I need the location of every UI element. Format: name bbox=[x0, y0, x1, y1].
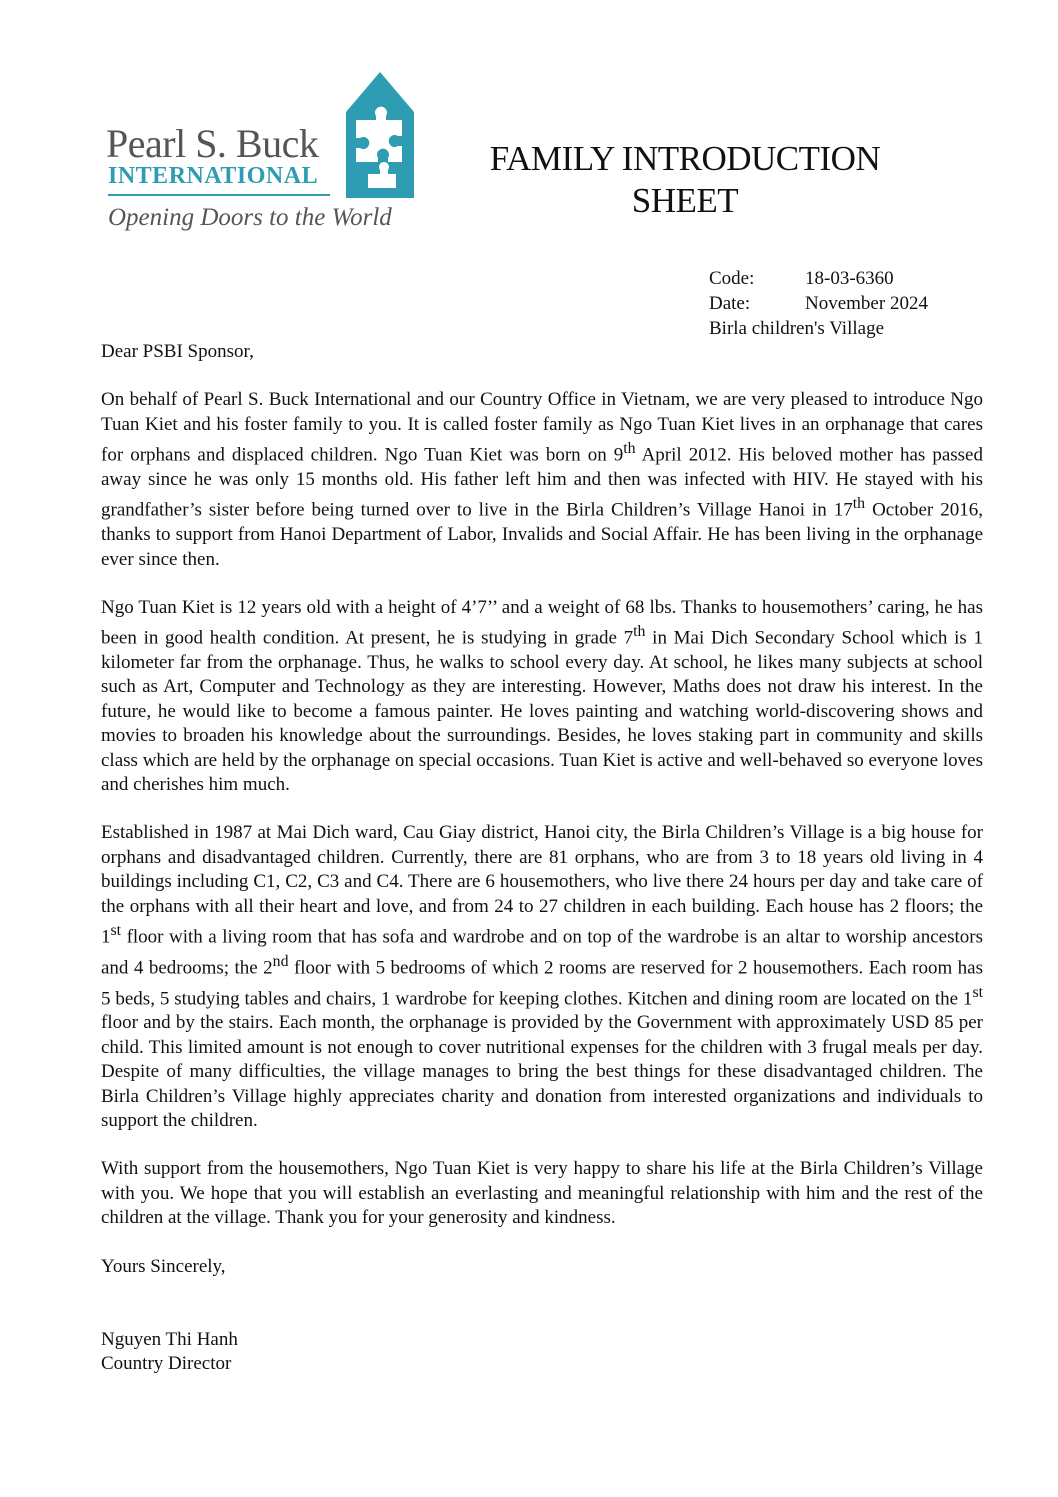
p1-superscript-2: th bbox=[852, 495, 866, 513]
puzzle-house-icon bbox=[346, 70, 414, 198]
document-title bbox=[440, 138, 930, 222]
meta-code-row bbox=[709, 266, 928, 291]
paragraph-introduction bbox=[101, 388, 983, 572]
title-line-1: FAMILY INTRODUCTION bbox=[489, 139, 881, 178]
signer-name: Nguyen Thi Hanh bbox=[101, 1328, 238, 1350]
logo-name: Pearl S. Buck bbox=[106, 121, 319, 166]
logo-subname: INTERNATIONAL bbox=[108, 163, 319, 189]
title-line-2: SHEET bbox=[631, 181, 739, 220]
meta-date-row bbox=[709, 291, 928, 316]
p3-text-d: floor and by the stairs. Each month, the orphanage is provided by the Government with approximately USD 85 per child. This limited amount is not enough to cover nutritional expenses for the children with 3 frugal meals per day. Despite of many difficulties, the village manages to bring the best things for these disadvantaged children. The Birla Children’s Village highly appreciates charity and donation from interested organizations and individuals to support the children. bbox=[101, 1012, 983, 1131]
p1-text-a: On behalf of Pearl S. Buck International and our Country Office in Vietnam, we are very pleased to introduce Ngo Tuan Kiet and his foster family to you. It is called foster family as Ngo Tuan Kiet lives in an orphanage that cares for orphans and displaced children. Ngo Tuan Kiet was born on 9 bbox=[101, 389, 983, 466]
p2-superscript-1: th bbox=[633, 623, 646, 641]
date-value: November 2024 bbox=[805, 293, 928, 314]
paragraph-child-profile bbox=[101, 596, 983, 798]
p1-text-b: April 2012. His beloved mother has passed away since he was only 15 months old. His father left him and then was infected with HIV. He stayed with his grandfather’s sister before being turned over to live in the Birla Children’s Village Hanoi in 17 bbox=[101, 444, 983, 521]
p3-text-c: floor with 5 bedrooms of which 2 rooms are reserved for 2 housemothers. Each room has 5 beds, 5 studying tables and chairs, 1 wardrobe for keeping clothes. Kitchen and dining room are located on the 1 bbox=[101, 957, 984, 1009]
p2-text-a: Ngo Tuan Kiet is 12 years old with a height of 4’7’’ and a weight of 68 lbs. Thanks to housemothers’ caring, he has been in good health condition. At present, he is studying in grade 7 bbox=[101, 596, 983, 649]
village-name: Birla children's Village bbox=[709, 318, 884, 339]
p3-superscript-3: st bbox=[972, 983, 983, 1001]
signer-title: Country Director bbox=[101, 1353, 232, 1375]
p3-text-b: floor with a living room that has sofa and wardrobe and on top of the wardrobe is an altar to worship ancestors and 4 bedrooms; the 2 bbox=[101, 926, 983, 979]
p3-text-a: Established in 1987 at Mai Dich ward, Cau Giay district, Hanoi city, the Birla Children’s Village is a big house for orphans and disadvantaged children. Currently, there are 81 orphans, who are from 3 to 18 years old living in 4 buildings including C1, C2, C3 and C4. There are 6 housemothers, who live there 24 hours per day and take care of the orphans with all their heart and love, and from 24 to 27 children in each building. Each house has 2 floors; the 1 bbox=[101, 822, 983, 948]
p1-text-c: October 2016, thanks to support from Hanoi Department of Labor, Invalids and Social Affair. He has been living in the orphanage ever since then. bbox=[101, 499, 983, 570]
closing: Yours Sincerely, bbox=[101, 1255, 226, 1277]
letter-body bbox=[101, 340, 983, 1377]
paragraph-closing-message: With support from the housemothers, Ngo Tuan Kiet is very happy to share his life at the Birla Children’s Village with you. We hope that you will establish an everlasting and meaningful relationship with him and the rest of the children at the village. Thank you for your generosity and kindness. bbox=[101, 1158, 983, 1229]
p3-superscript-1: st bbox=[110, 922, 122, 940]
document-meta bbox=[709, 266, 928, 341]
logo-tagline: Opening Doors to the World bbox=[108, 204, 392, 231]
p2-text-b: in Mai Dich Secondary School which is 1 kilometer far from the orphanage. Thus, he walks to school every day. At school, he likes many subjects at school such as Art, Computer and Technology as they are interesting. However, Maths does not draw his interest. In the future, he would like to become a famous painter. He loves painting and watching world-discovering shows and movies to broaden his knowledge about the surroundings. Besides, he loves staking part in community and skills class which are held by the orphanage on special occasions. Tuan Kiet is active and well-behaved so everyone loves and cherishes him much. bbox=[101, 627, 984, 796]
date-label: Date: bbox=[709, 293, 751, 314]
pearl-s-buck-logo bbox=[106, 70, 416, 235]
p3-superscript-2: nd bbox=[272, 952, 289, 970]
p1-superscript-1: th bbox=[623, 440, 636, 458]
code-label: Code: bbox=[709, 268, 755, 289]
salutation: Dear PSBI Sponsor, bbox=[101, 341, 254, 362]
paragraph-village-description bbox=[101, 821, 983, 1133]
logo-divider bbox=[108, 194, 330, 196]
code-value: 18-03-6360 bbox=[805, 268, 894, 289]
